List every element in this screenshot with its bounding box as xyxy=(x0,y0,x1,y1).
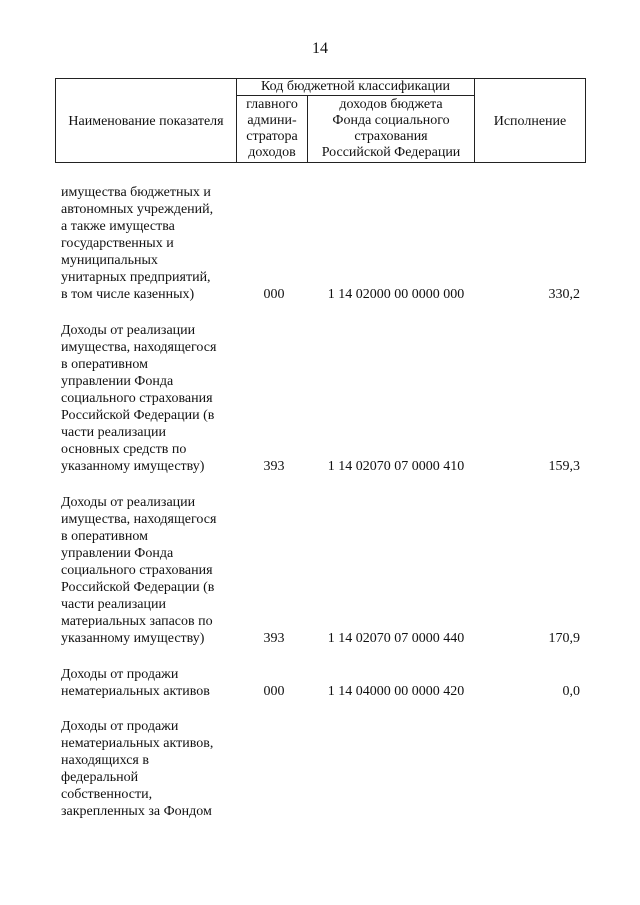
row-admin-code: 393 xyxy=(263,631,285,646)
row-budget-code: 1 14 02070 07 0000 410 xyxy=(327,459,465,474)
row-name: Доходы от продажи нематериальных активов, находящихся в федеральной собственности, закрепленных за Фондом xyxy=(61,719,214,819)
header-budget-class: Код бюджетной классификации xyxy=(261,79,450,94)
row-value: 0,0 xyxy=(562,684,580,699)
row-name: имущества бюджетных и автономных учреждений, а также имущества государственных и муниципальных унитарных предприятий, в том числе казенных) xyxy=(61,185,214,302)
row-name: Доходы от продажи нематериальных активов xyxy=(61,667,210,699)
row-budget-code: 1 14 02070 07 0000 440 xyxy=(327,631,465,646)
row-name: Доходы от реализации имущества, находящегося в оперативном управлении Фонда социального страхования Российской Федерации (в части реализации основных средств по указанному имуществу) xyxy=(61,323,217,474)
row-admin-code: 000 xyxy=(263,287,285,302)
row-name: Доходы от реализации имущества, находящегося в оперативном управлении Фонда социального страхования Российской Федерации (в части реализации материальных запасов по указанному имуществу) xyxy=(61,495,217,646)
row-value: 330,2 xyxy=(548,287,580,302)
header-name-col: Наименование показателя xyxy=(68,114,224,129)
row-budget-code: 1 14 02000 00 0000 000 xyxy=(327,287,465,302)
row-admin-code: 393 xyxy=(263,459,285,474)
row-budget-code: 1 14 04000 00 0000 420 xyxy=(327,684,465,699)
header-admin-col: главного админи- стратора доходов xyxy=(246,97,298,160)
row-value: 159,3 xyxy=(548,459,580,474)
header-income-col: доходов бюджета Фонда социального страхования Российской Федерации xyxy=(321,97,461,160)
row-value: 170,9 xyxy=(548,631,580,646)
row-admin-code: 000 xyxy=(263,684,285,699)
header-exec-col: Исполнение xyxy=(493,114,567,129)
page-number: 14 xyxy=(312,40,328,57)
